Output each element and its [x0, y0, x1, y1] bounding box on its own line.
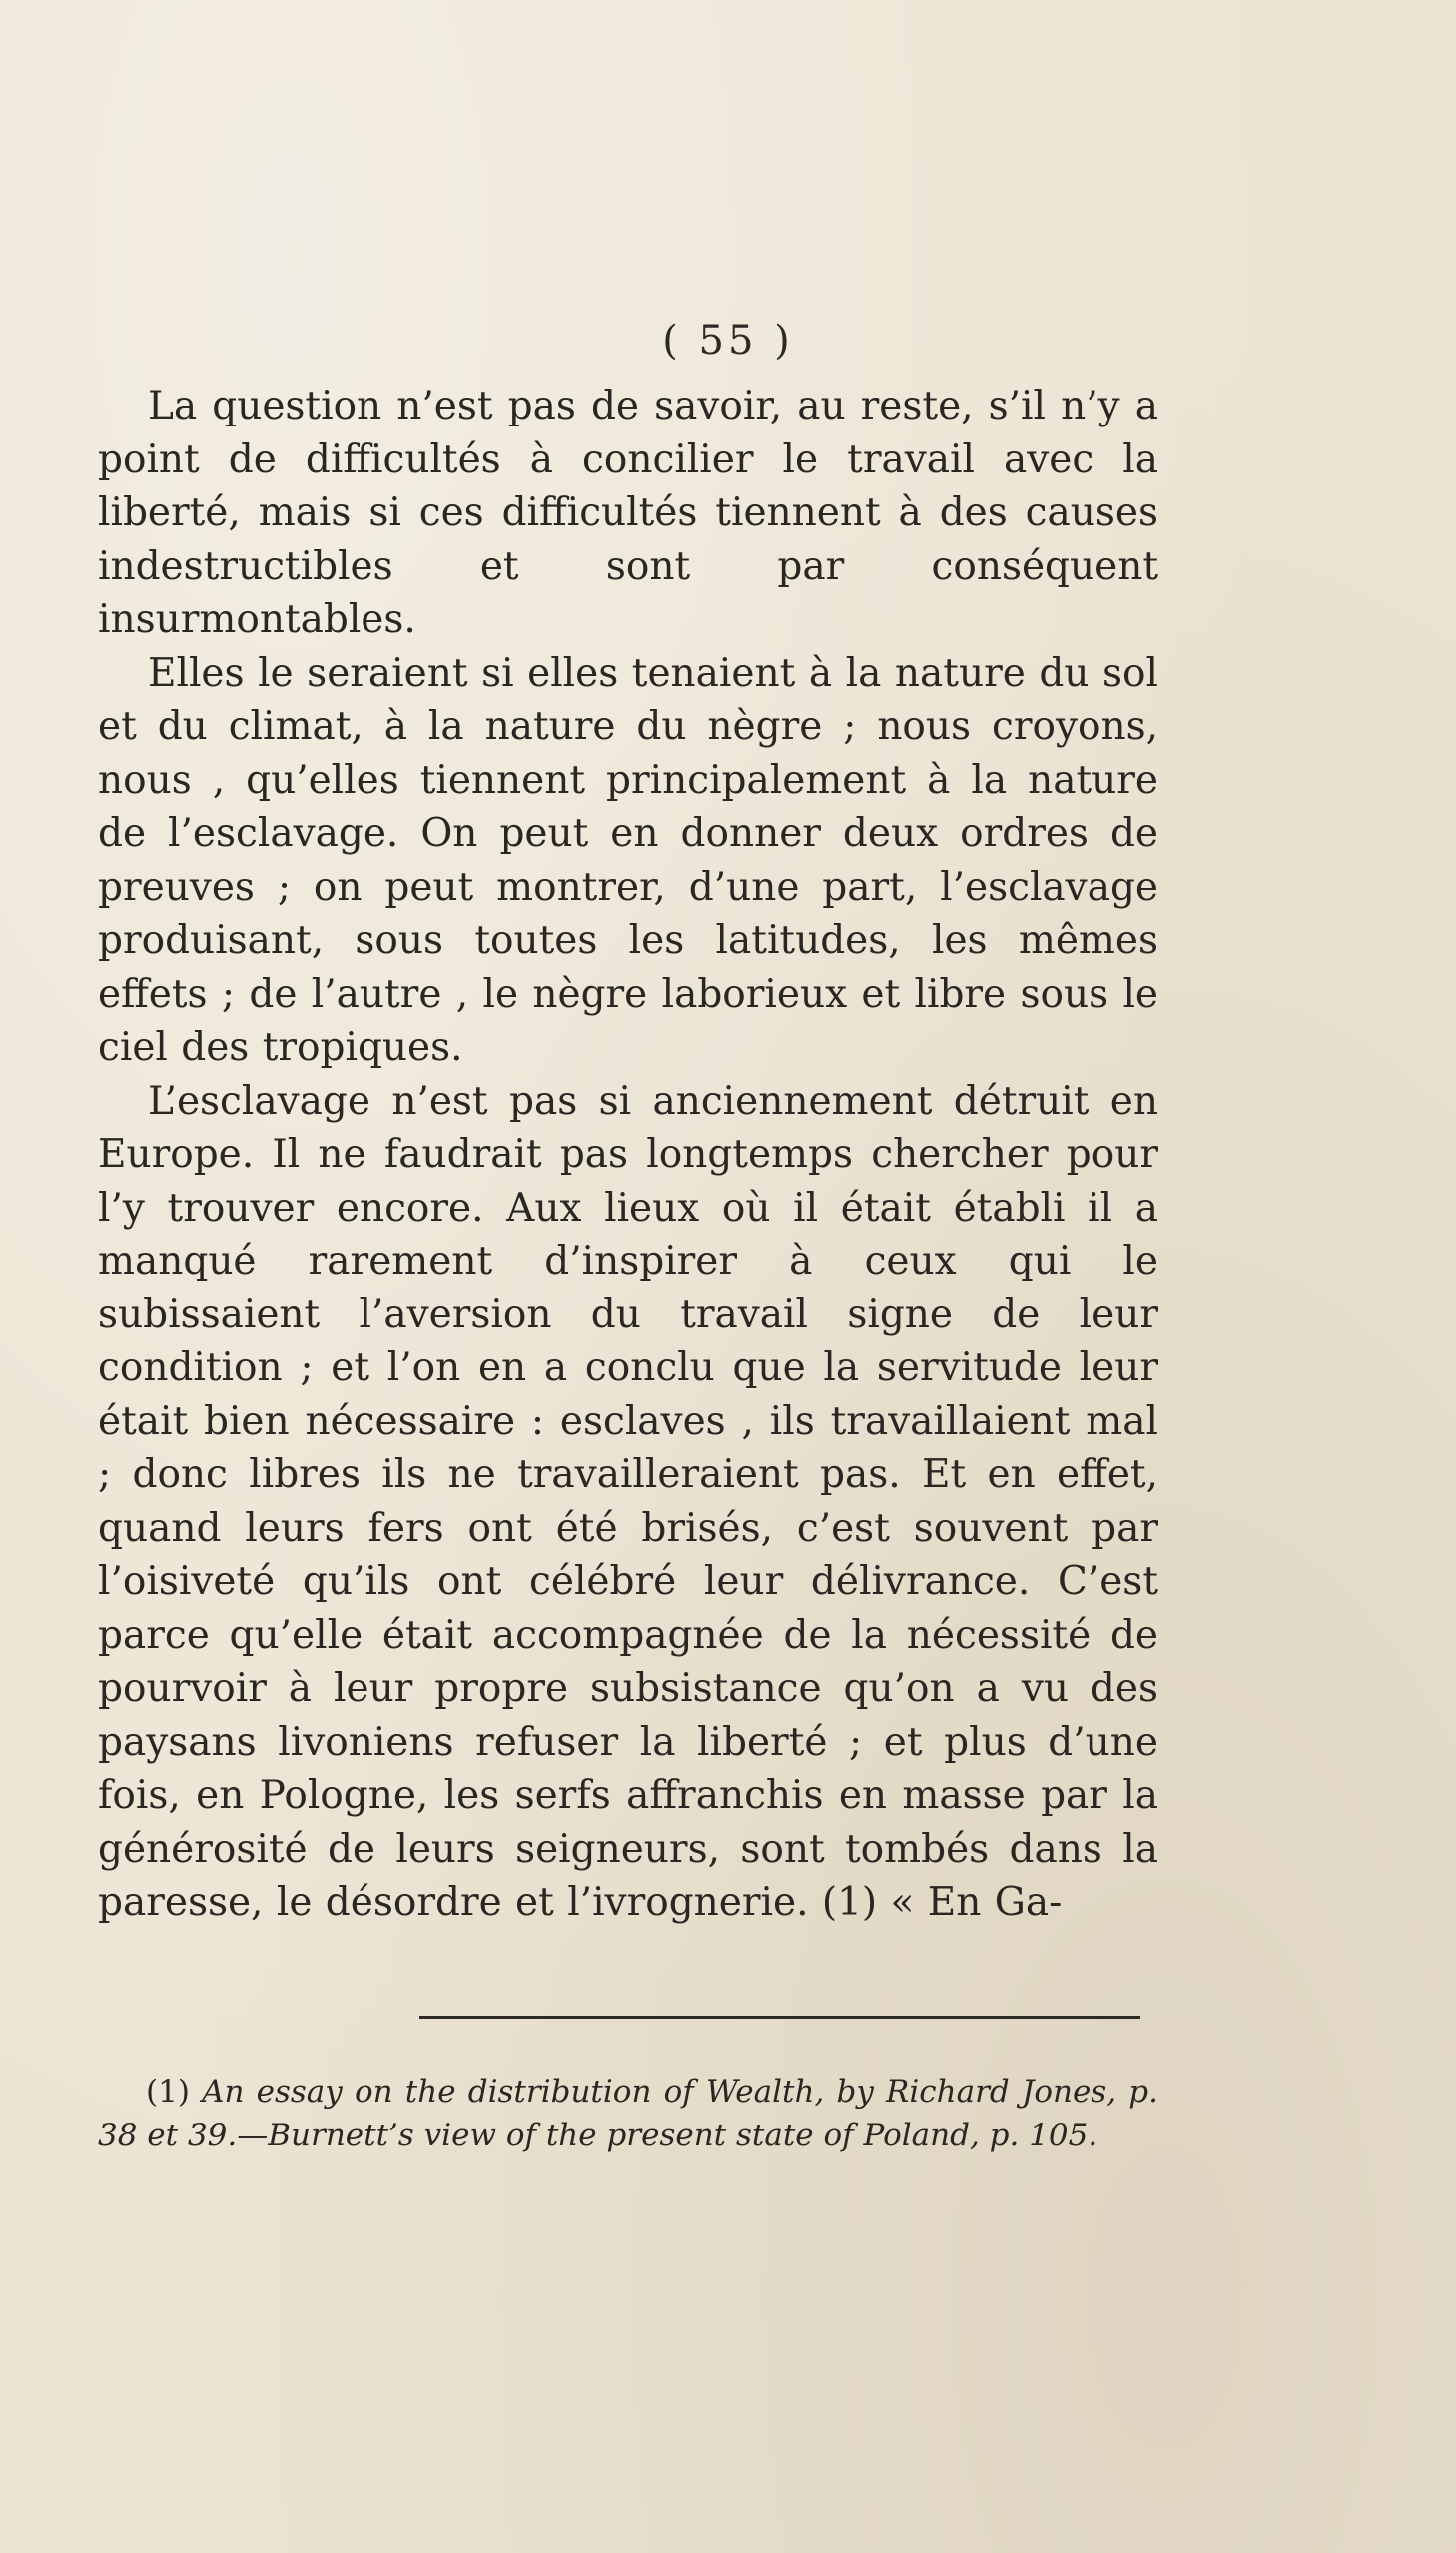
footnote-separator	[419, 2016, 1140, 2019]
paragraph-2: Elles le seraient si elles tenaient à la nature du sol et du climat, à la nature du nègre ; nous croyons, nous , qu’elles tiennent principalement à la nature de l’esclavage. On peut en donner deux ordres de preuves ; on peut montrer, d’une part, l’esclavage produisant, sous toutes les latitudes, les mêmes effets ; de l’autre , le nègre laborieux et libre sous le ciel des tropiques.	[98, 650, 1158, 1070]
footnote	[98, 2070, 1158, 2157]
paragraph-1: La question n’est pas de savoir, au reste, s’il n’y a point de difficultés à concilier le travail avec la liberté, mais si ces difficultés tiennent à des causes indestructibles et sont par conséquent insurmontables.	[98, 384, 1158, 642]
footnote-marker: (1)	[146, 2074, 190, 2110]
page-number: ( 55 )	[662, 318, 794, 364]
body-text	[98, 380, 1158, 1930]
footnote-text: An essay on the distribution of Wealth, by Richard Jones, p. 38 et 39.—Burnett’s view of the present state of Poland, p. 105.	[98, 2074, 1158, 2153]
paragraph-3: L’esclavage n’est pas si anciennement détruit en Europe. Il ne faudrait pas longtemps chercher pour l’y trouver encore. Aux lieux où il était établi il a manqué rarement d’inspirer à ceux qui le subissaient l’aversion du travail signe de leur condition ; et l’on en a conclu que la servitude leur était bien nécessaire : esclaves , ils travaillaient mal ; donc libres ils ne travailleraient pas. Et en effet, quand leurs fers ont été brisés, c’est souvent par l’oisiveté qu’ils ont célébré leur délivrance. C’est parce qu’elle était accompagnée de la nécessité de pourvoir à leur propre subsistance qu’on a vu des paysans livoniens refuser la liberté ; et plus d’une fois, en Pologne, les serfs affranchis en masse par la générosité de leurs seigneurs, sont tombés dans la paresse, le désordre et l’ivrognerie. (1) « En Ga-	[98, 1078, 1158, 1925]
